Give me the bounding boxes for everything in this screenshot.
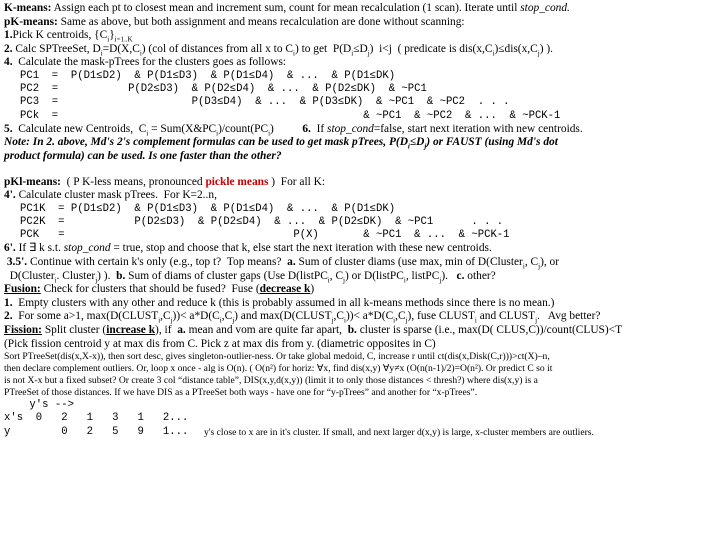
- fission-line: Fission: Split cluster (increase k), if a. mean and vom are quite far apart, b. cluster is sparse (i.e., max(D( CLUS,C))/count(CLUS)<T: [4, 323, 623, 336]
- pkl-mask-k: PCK = P(X) & ~PC1 & ... & ~PCK-1: [20, 229, 510, 242]
- fusion-heading: Fusion: Check for clusters that should be fused? Fuse (decrease k): [4, 283, 315, 296]
- kmeans-mask-3: PC3 = P(D3≤D4) & ... & P(D3≤DK) & ~PC1 & ~PC2 . . .: [20, 96, 510, 109]
- fission-line-2: (Pick fission centroid y at max dis from C. Pick z at max dis from y. (diametric opposites in C): [4, 337, 436, 350]
- kmeans-line-3: 1.Pick K centroids, $\{C_i\}_{i=1..K}$: [4, 29, 133, 44]
- pkl-line-4: D(Cluster$_i$. Cluster$_j$) ). b. Sum of diams of cluster gaps (Use D(listPC$_i$, $C_j$) or D(listPC$_i$, listPC$_j$). c. other?: [4, 269, 496, 284]
- fusion-line-1: 1. Empty clusters with any other and reduce k (this is probably assumed in all k-means methods since there is no mean.): [4, 296, 555, 309]
- kmeans-mask-2: PC2 = P(D2≤D3) & P(D2≤D4) & ... & P(D2≤DK) & ~PC1: [20, 83, 427, 96]
- dist-table-note: y's close to x are in it's cluster. If small, and next larger d(x,y) is large, x-cluster members are outliers.: [204, 426, 594, 438]
- pkl-mask-2: PC2K = P(D2≤D3) & P(D2≤D4) & ... & P(D2≤DK) & ~PC1 . . .: [20, 215, 504, 228]
- kmeans-mask-k: PCk = & ~PC1 & ~PC2 & ... & ~PCK-1: [20, 109, 561, 122]
- kmeans-line-1: K-means: Assign each pt to closest mean and increment sum, count for mean recalculation (1 scan). Iterate until stop_cond.: [4, 2, 570, 14]
- sort-line-2: then declare complement outliers. Or, loop x once - alg is O(n). ( O(n²) for horiz: ∀x, find dis(x,y) ∀y≠x (O(n(n-1)/2)=O(n²). Or predict C so it: [4, 363, 553, 375]
- sort-line-1: Sort PTreeSet(dis(x,X-x)), then sort desc, gives singleton-outlier-ness. Or take global medoid, C, increase r until ct(dis(x,Disk(C,r)))>ct(X)–n,: [4, 351, 550, 363]
- dist-table-header: y's -->: [4, 399, 74, 412]
- pkl-line-3: 3.5'. Continue with certain k's only (e.g., top t? Top means? a. Sum of cluster diams (use max, min of D(Cluster$_i$, $C_j$), or: [6, 255, 560, 271]
- pkl-line-2: 6'. If ∃ k s.t. stop_cond = true, stop and choose that k, else start the next iteration with these new centroids.: [4, 242, 492, 255]
- dist-table-row-x: x's 0 2 1 3 1 2...: [4, 412, 189, 425]
- slide: [4, 2, 716, 439]
- kmeans-note-2: product formula) can be used. Is one faster than the other?: [4, 149, 282, 162]
- fusion-line-2: 2. For some a>1, $\max(D(CLUST_i,C_j))< a*D(C_i,C_j)$ and $\max(D(CLUST_j,C_i))< a*D(C_i,C_j)$, fuse $CLUST_i$ and $CLUST_j$. Avg better?: [4, 310, 601, 325]
- pkl-mask-1: PC1K = P(D1≤D2) & P(D1≤D3) & P(D1≤D4) & ... & P(D1≤DK): [20, 202, 396, 215]
- kmeans-mask-1: PC1 = P(D1≤D2) & P(D1≤D3) & P(D1≤D4) & ... & P(D1≤DK): [20, 69, 396, 82]
- kmeans-line-6: 5. Calculate new Centroids, $C_i$ = $Sum(X\&PC_i)/count(PC_i)$ 6. If stop_cond=false, start next iteration with new centroids.: [4, 122, 583, 138]
- sort-line-4: PTreeSet of those distances. If we have DIS as a PTreeSet both ways - have one for “y-pTrees” and another for “x-pTrees”.: [4, 387, 478, 399]
- pkl-line-1: 4'. Calculate cluster mask pTrees. For K=2..n,: [4, 189, 217, 202]
- kmeans-note-1: Note: In 2. above, Md's 2's complement formulas can be used to get mask pTrees, $P(D_i\le D_j)$ or FAUST (using Md's dot: [4, 136, 558, 151]
- kmeans-line-5: 4. Calculate the mask-pTrees for the clusters goes as follows:: [4, 56, 287, 69]
- kmeans-line-2: pK-means: Same as above, but both assignment and means recalculation are done without scanning:: [4, 15, 465, 28]
- dist-table-row-y: y 0 2 5 9 1...: [4, 425, 189, 438]
- pkl-heading: pKl-means: ( P K-less means, pronounced pickle means ) For all K:: [4, 175, 326, 188]
- sort-line-3: is not X-x but a fixed subset? Or create 3 col “distance table”, DIS(x,y,d(x,y)) (limit it to only those distances < thresh?) where dis(x,y) is a: [4, 375, 538, 387]
- kmeans-line-4: 2. Calc SPTreeSet, $D_i=D(X,C_i)$ (col of distances from all x to $C_i$) to get $P(D_i\le D_j)$ i<j ( predicate is $dis(x,C_i)\le dis(x,C_j)$ ).: [4, 42, 553, 58]
